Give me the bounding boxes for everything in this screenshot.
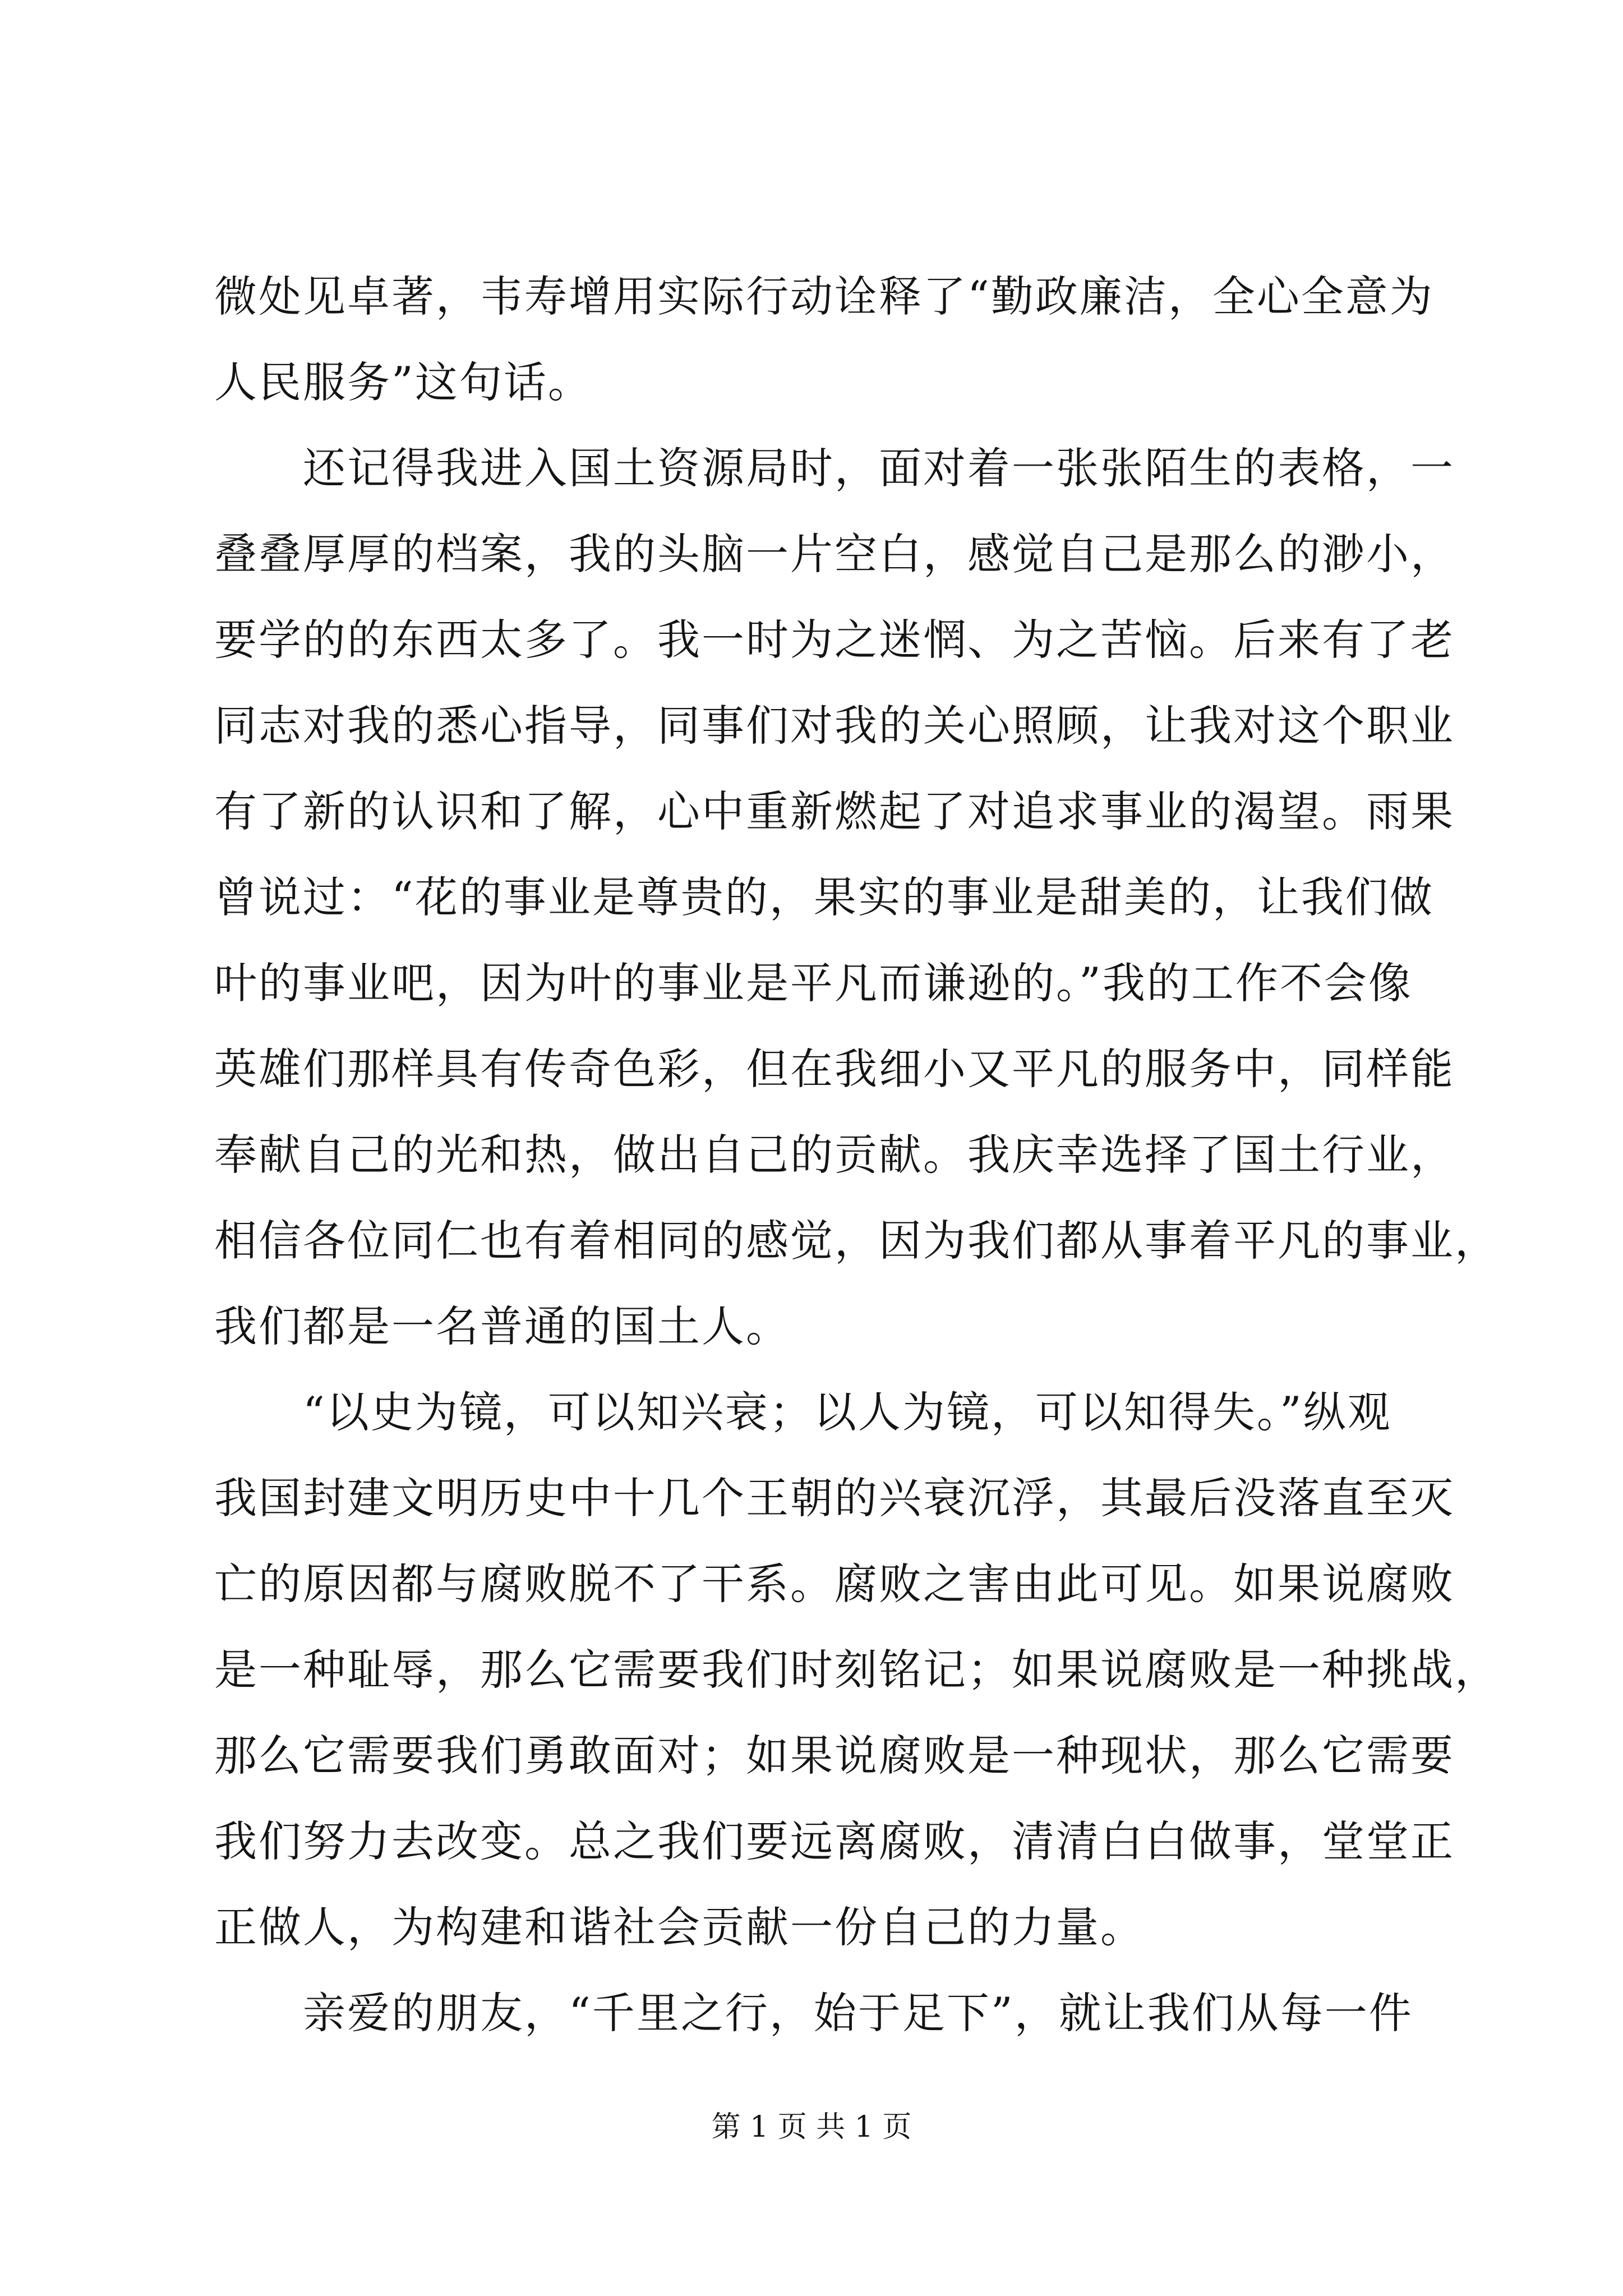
text-line: 叠叠厚厚的档案，我的头脑一片空白，感觉自己是那么的渺小， [214, 529, 1455, 579]
text-line: 那么它需要我们勇敢面对；如果说腐败是一种现状，那么它需要 [214, 1731, 1455, 1780]
text-line: 叶的事业吧，因为叶的事业是平凡而谦逊的。”我的工作不会像 [214, 958, 1413, 1008]
text-line: 我国封建文明历史中十几个王朝的兴衰沉浮，其最后没落直至灭 [214, 1473, 1455, 1523]
text-line: 亡的原因都与腐败脱不了干系。腐败之害由此可见。如果说腐败 [214, 1559, 1455, 1609]
text-line: 还记得我进入国土资源局时，面对着一张张陌生的表格，一 [214, 443, 1455, 493]
text-line: 正做人，为构建和谐社会贡献一份自己的力量。 [214, 1902, 1145, 1952]
text-line: 有了新的认识和了解，心中重新燃起了对追求事业的渴望。雨果 [214, 786, 1455, 836]
text-line: 我们都是一名普通的国土人。 [214, 1301, 790, 1351]
text-line: 英雄们那样具有传奇色彩，但在我细小又平凡的服务中，同样能 [214, 1044, 1455, 1094]
text-line: 微处见卓著，韦寿增用实际行动诠释了“勤政廉洁，全心全意为 [214, 272, 1434, 321]
text-line: 相信各位同仁也有着相同的感觉，因为我们都从事着平凡的事业， [214, 1216, 1499, 1266]
text-line: “以史为镜，可以知兴衰；以人为镜，可以知得失。”纵观 [214, 1387, 1392, 1437]
document-body [214, 254, 1499, 2056]
text-line: 是一种耻辱，那么它需要我们时刻铭记；如果说腐败是一种挑战， [214, 1645, 1499, 1695]
text-line: 同志对我的悉心指导，同事们对我的关心照顾，让我对这个职业 [214, 701, 1455, 751]
text-line: 要学的的东西太多了。我一时为之迷惘、为之苦恼。后来有了老 [214, 615, 1455, 665]
text-line: 亲爱的朋友，“千里之行，始于足下”，就让我们从每一件 [214, 1988, 1413, 2038]
text-line: 人民服务”这句话。 [214, 357, 592, 407]
text-line: 曾说过：“花的事业是尊贵的，果实的事业是甜美的，让我们做 [214, 872, 1434, 922]
text-line: 我们努力去改变。总之我们要远离腐败，清清白白做事，堂堂正 [214, 1816, 1455, 1866]
text-line: 奉献自己的光和热，做出自己的贡献。我庆幸选择了国土行业， [214, 1130, 1455, 1180]
page-footer: 第 1 页 共 1 页 [711, 2110, 912, 2144]
